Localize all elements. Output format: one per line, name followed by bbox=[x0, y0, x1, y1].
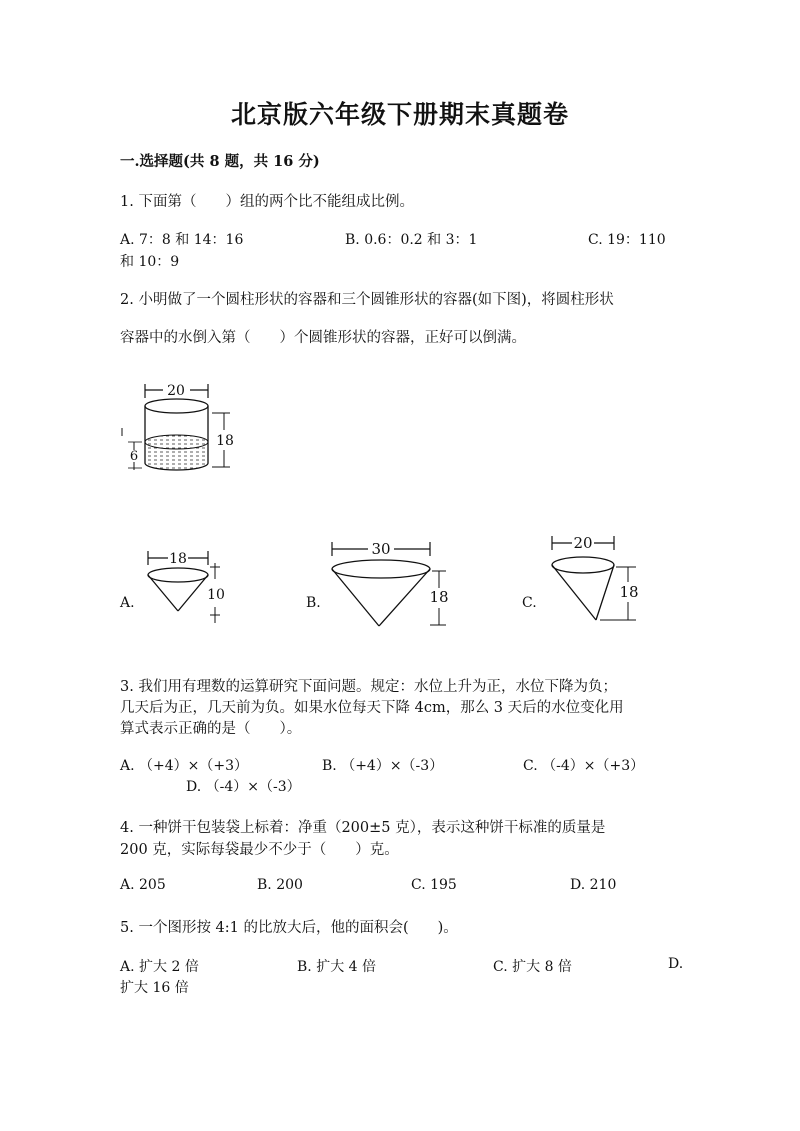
question-1-option-c: C. 19：110 bbox=[588, 232, 666, 248]
cone-c-diameter-label: 20 bbox=[573, 534, 593, 552]
question-1-option-b: B. 0.6：0.2 和 3：1 bbox=[345, 232, 478, 248]
cone-c-figure bbox=[544, 532, 644, 626]
question-5-option-a: A. 扩大 2 倍 bbox=[120, 959, 199, 975]
cone-a-diameter-label: 18 bbox=[169, 551, 187, 567]
cone-c-label: C. bbox=[522, 595, 537, 611]
cylinder-figure bbox=[118, 378, 238, 483]
question-5-stem: 5. 一个图形按 4:1 的比放大后，他的面积会( )。 bbox=[120, 920, 458, 936]
question-3-option-c: C. （-4）×（+3） bbox=[523, 758, 645, 774]
question-4-option-a: A. 205 bbox=[120, 877, 166, 893]
question-4-stem-line1: 4. 一种饼干包装袋上标着：净重（200±5 克），表示这种饼干标准的质量是 bbox=[120, 820, 606, 836]
cone-b-height-label: 18 bbox=[429, 588, 449, 606]
question-3-option-d: D. （-4）×（-3） bbox=[186, 779, 301, 795]
question-2-stem-line1: 2. 小明做了一个圆柱形状的容器和三个圆锥形状的容器(如下图)，将圆柱形状 bbox=[120, 292, 614, 308]
question-3-stem-line2: 几天后为正，几天前为负。如果水位每天下降 4cm，那么 3 天后的水位变化用 bbox=[120, 700, 624, 716]
question-3-option-b: B. （+4）×（-3） bbox=[322, 758, 444, 774]
question-4-option-c: C. 195 bbox=[411, 877, 457, 893]
cone-c-height-label: 18 bbox=[619, 583, 639, 601]
question-3-stem-line1: 3. 我们用有理数的运算研究下面问题。规定：水位上升为正，水位下降为负； bbox=[120, 679, 617, 695]
cylinder-water-label: 6 bbox=[129, 449, 139, 464]
question-4-option-b: B. 200 bbox=[257, 877, 303, 893]
cylinder-height-label: 18 bbox=[216, 433, 234, 449]
question-1-option-d: 和 10：9 bbox=[120, 254, 180, 270]
question-5-option-b: B. 扩大 4 倍 bbox=[297, 959, 376, 975]
question-5-option-c: C. 扩大 8 倍 bbox=[493, 959, 572, 975]
question-5-option-d-text: 扩大 16 倍 bbox=[120, 980, 189, 996]
cylinder-diameter-label: 20 bbox=[167, 383, 185, 399]
cone-a-label: A. bbox=[120, 595, 135, 611]
section-heading: 一.选择题(共 8 题，共 16 分) bbox=[120, 153, 320, 170]
question-4-stem-line2: 200 克，实际每袋最少不少于（ ）克。 bbox=[120, 842, 399, 858]
cone-a-height-label: 10 bbox=[207, 587, 225, 603]
cone-b-diameter-label: 30 bbox=[371, 540, 391, 558]
question-3-stem-line3: 算式表示正确的是（ ）。 bbox=[120, 721, 302, 737]
cone-b-label: B. bbox=[306, 595, 321, 611]
question-5-option-d: D. bbox=[668, 956, 684, 972]
cone-a-figure bbox=[142, 545, 237, 630]
question-1-option-a: A. 7：8 和 14：16 bbox=[120, 232, 244, 248]
cone-b-figure bbox=[326, 538, 450, 630]
question-1-stem: 1. 下面第（ ）组的两个比不能组成比例。 bbox=[120, 194, 414, 210]
page-title: 北京版六年级下册期末真题卷 bbox=[230, 100, 569, 129]
question-4-option-d: D. 210 bbox=[570, 877, 617, 893]
question-3-option-a: A. （+4）×（+3） bbox=[120, 758, 249, 774]
question-2-stem-line2: 容器中的水倒入第（ ）个圆锥形状的容器，正好可以倒满。 bbox=[120, 330, 526, 346]
